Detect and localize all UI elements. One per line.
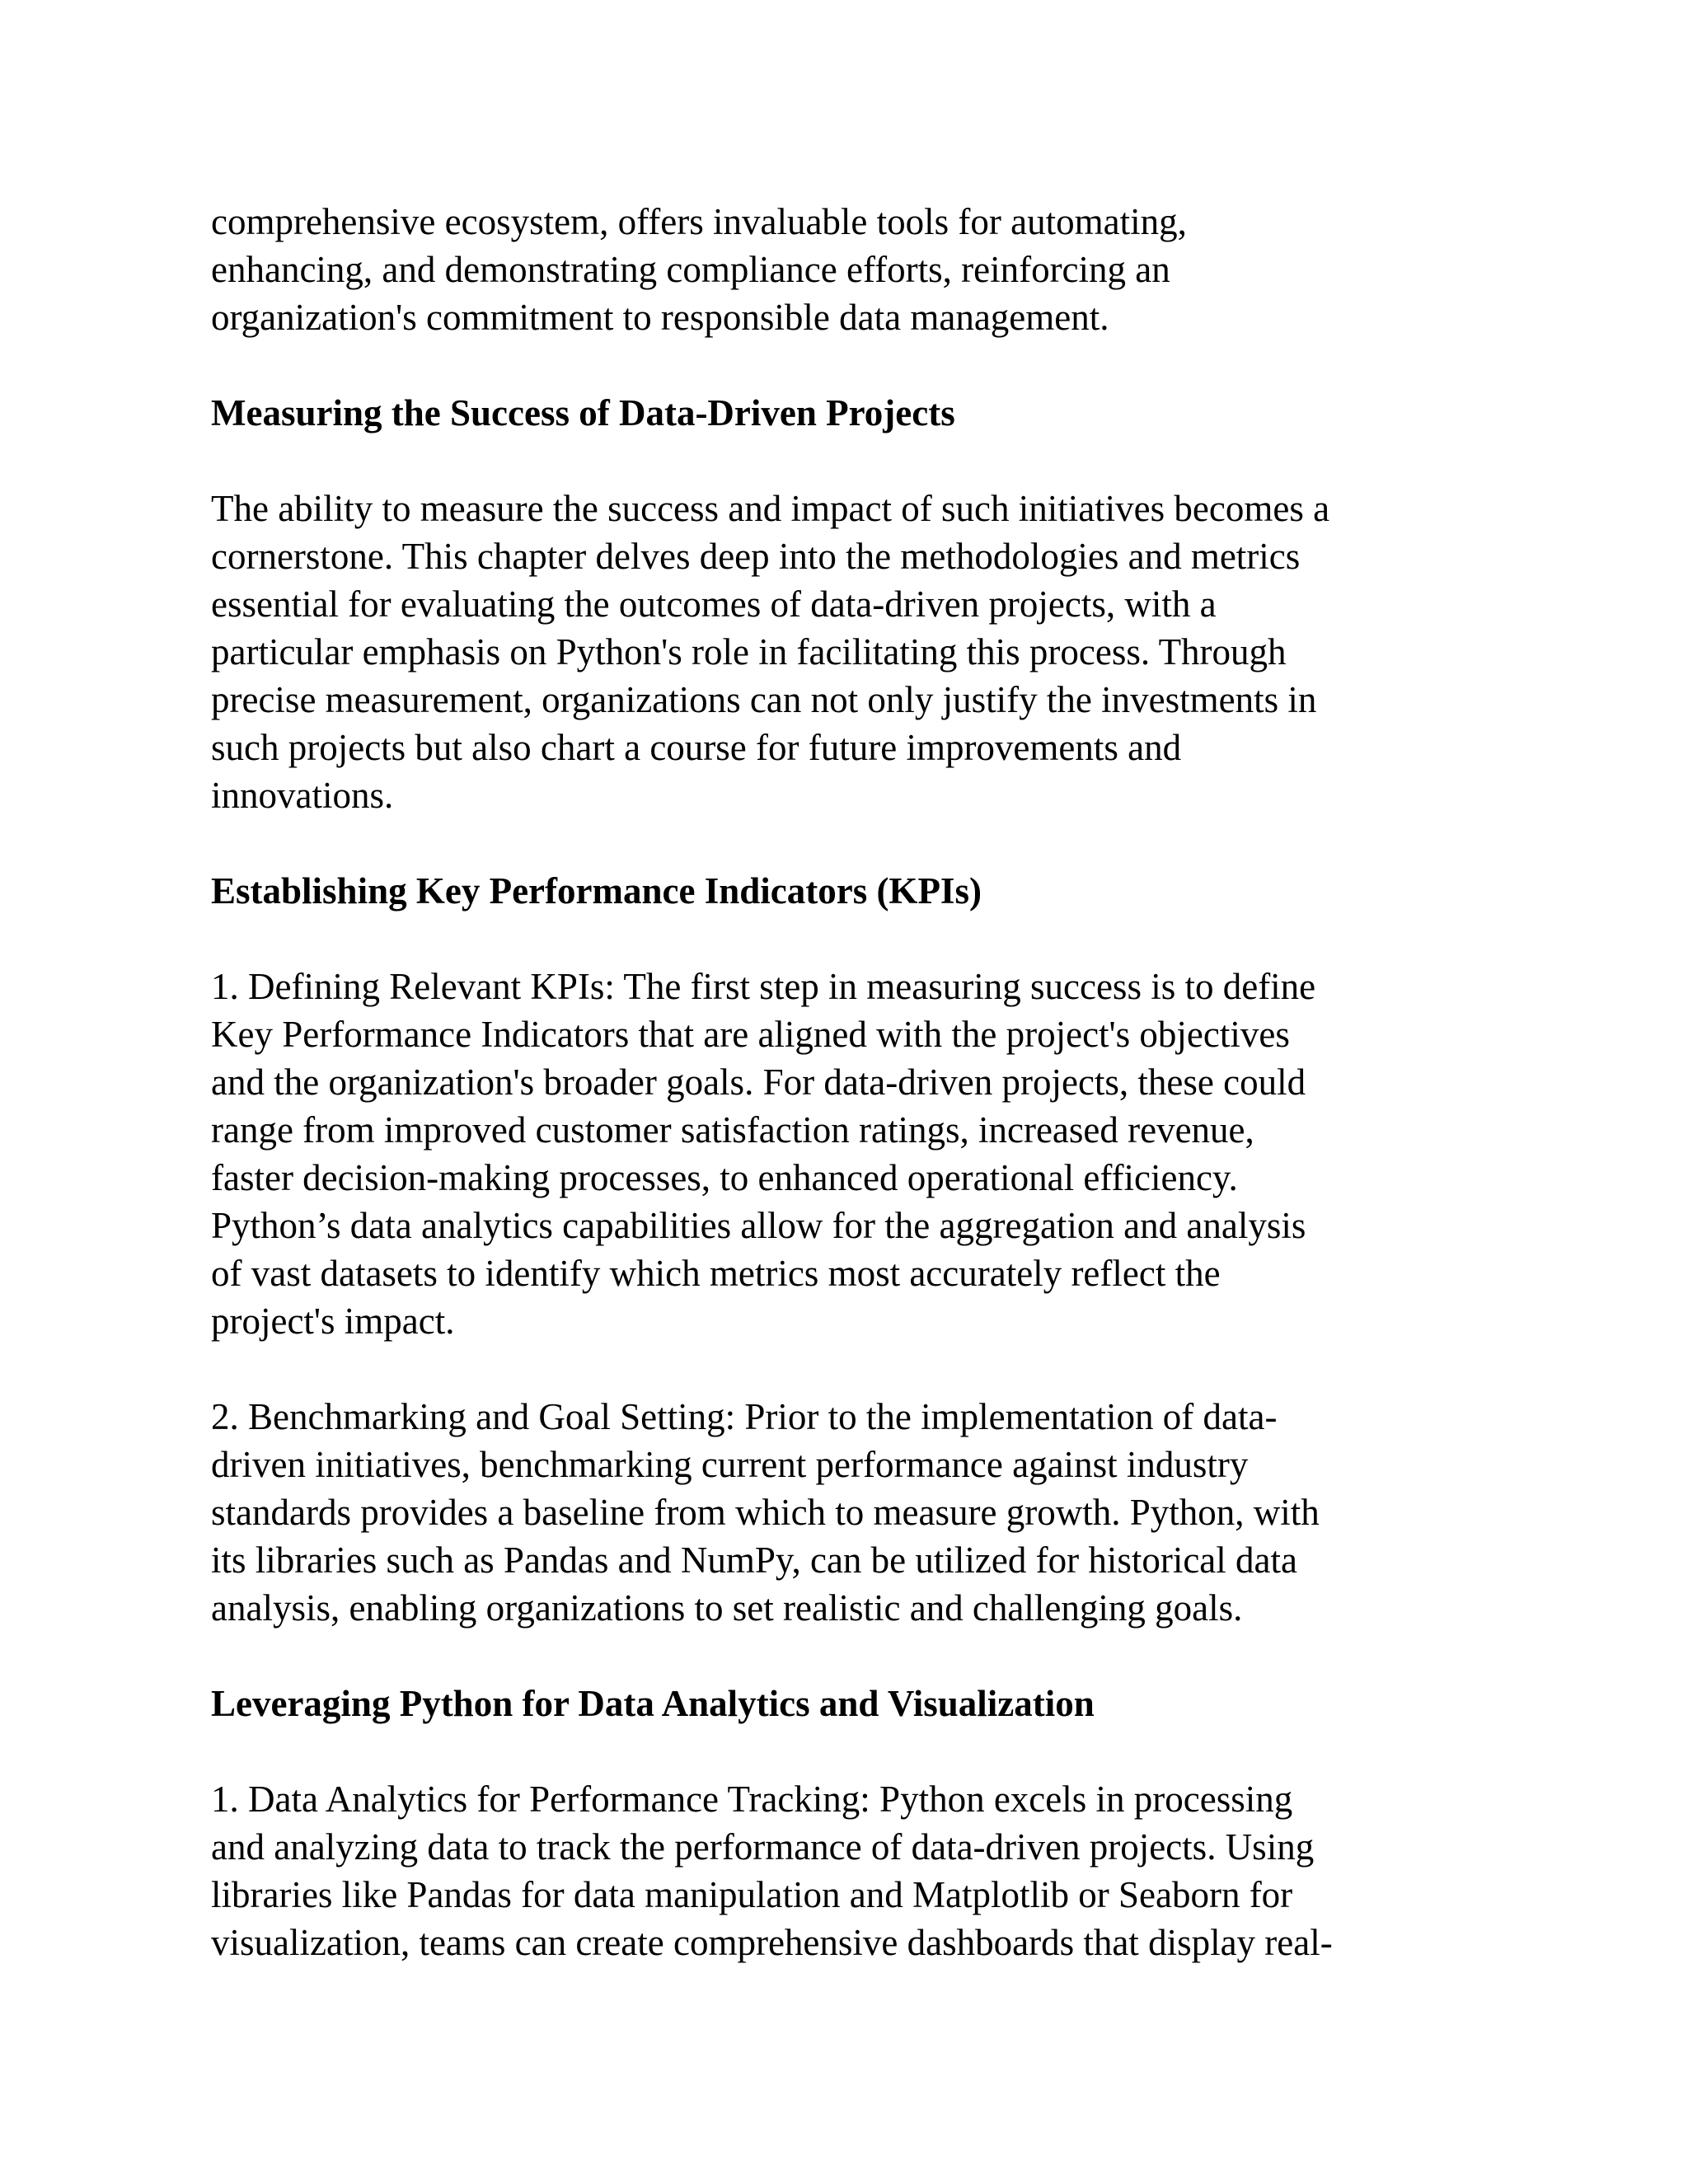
page-content (211, 198, 1497, 1966)
paragraph-defining-kpis: 1. Defining Relevant KPIs: The first step in measuring success is to define Key Performance Indicators that are aligned with the project's objectives and the organization's broader goals. For data-driven projects, these could range from improved customer satisfaction ratings, increased revenue, faster decision-making processes, to enhanced operational efficiency. Python’s data analytics capabilities allow for the aggregation and analysis of vast datasets to identify which metrics most accurately reflect the project's impact. (211, 966, 1316, 1342)
paragraph-measure-success: The ability to measure the success and impact of such initiatives becomes a cornerstone. This chapter delves deep into the methodologies and metrics essential for evaluating the outcomes of data-driven projects, with a particular emphasis on Python's role in facilitating this process. Through precise measurement, organizations can not only justify the investments in such projects but also chart a course for future improvements and innovations. (211, 488, 1330, 816)
paragraph-compliance-intro: comprehensive ecosystem, offers invaluable tools for automating, enhancing, and demonstrating compliance efforts, reinforcing an organization's commitment to responsible data management. (211, 201, 1187, 338)
heading-measuring-success: Measuring the Success of Data-Driven Projects (211, 392, 955, 434)
heading-leveraging-python: Leveraging Python for Data Analytics and Visualization (211, 1683, 1095, 1724)
paragraph-benchmarking: 2. Benchmarking and Goal Setting: Prior to the implementation of data- driven initiatives, benchmarking current performance against industry standards provides a baseline from which to measure growth. Python, with its libraries such as Pandas and NumPy, can be utilized for historical data analysis, enabling organizations to set realistic and challenging goals. (211, 1396, 1320, 1629)
paragraph-data-analytics: 1. Data Analytics for Performance Tracking: Python excels in processing and analyzing data to track the performance of data-driven projects. Using libraries like Pandas for data manipulation and Matplotlib or Seaborn for visualization, teams can create comprehensive dashboards that display real- (211, 1779, 1333, 1963)
heading-establishing-kpis: Establishing Key Performance Indicators (KPIs) (211, 870, 982, 912)
